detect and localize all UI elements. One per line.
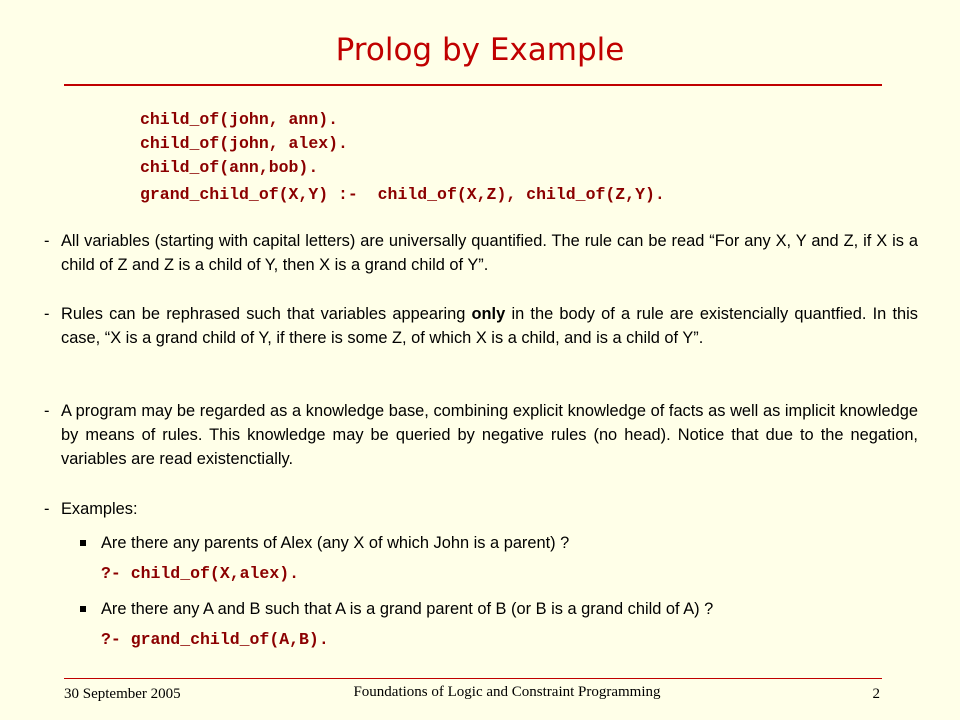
dash-marker: -: [44, 305, 50, 323]
example-item-2: [80, 597, 920, 621]
paragraph-text: [61, 302, 918, 350]
paragraph-examples: [44, 497, 918, 521]
paragraph-text: Examples:: [61, 500, 138, 518]
paragraph-text: A program may be regarded as a knowledge base, combining explicit knowledge of facts as well as implicit knowledge by means of rules. This knowledge may be queried by negative rules (no head). Notice that due to the negation, variables are read existenctially.: [61, 402, 918, 468]
example-question: Are there any A and B such that A is a grand parent of B (or B is a grand child of A) ?: [101, 600, 714, 618]
text-segment: in the body of a rule are existencially quantfied. In this case, “X is a grand child of Y, if there is some Z, of which X is a child, and is a child of Y”.: [61, 305, 918, 347]
emphasis-only: only: [471, 305, 506, 323]
title-divider: [64, 84, 882, 86]
square-bullet-icon: [80, 540, 86, 546]
fact-line-1: child_of(john, ann).: [140, 110, 339, 129]
example-query-1: ?- child_of(X,alex).: [101, 564, 300, 583]
dash-marker: -: [44, 500, 50, 518]
paragraph-knowledge-base: [44, 399, 918, 471]
fact-line-2: child_of(john, alex).: [140, 134, 348, 153]
fact-line-3: child_of(ann,bob).: [140, 158, 319, 177]
footer-date: 30 September 2005: [64, 686, 181, 702]
square-bullet-icon: [80, 606, 86, 612]
paragraph-text: All variables (starting with capital letters) are universally quantified. The rule can be read “For any X, Y and Z, if X is a child of Z and Z is a child of Y, then X is a grand child of Y”.: [61, 232, 918, 274]
footer-divider: [64, 678, 882, 679]
dash-marker: -: [44, 402, 50, 420]
text-segment: Rules can be rephrased such that variables appearing: [61, 305, 472, 323]
dash-marker: -: [44, 232, 50, 250]
footer-course-title: Foundations of Logic and Constraint Programming: [353, 684, 661, 700]
paragraph-universal: [44, 229, 918, 277]
example-question: Are there any parents of Alex (any X of which John is a parent) ?: [101, 534, 570, 552]
page-number: 2: [872, 686, 880, 702]
example-item-1: [80, 531, 920, 555]
paragraph-existential: [44, 302, 918, 350]
rule-line: grand_child_of(X,Y) :- child_of(X,Z), child_of(Z,Y).: [140, 185, 665, 204]
example-query-2: ?- grand_child_of(A,B).: [101, 630, 329, 649]
slide-title: Prolog by Example: [335, 32, 625, 68]
